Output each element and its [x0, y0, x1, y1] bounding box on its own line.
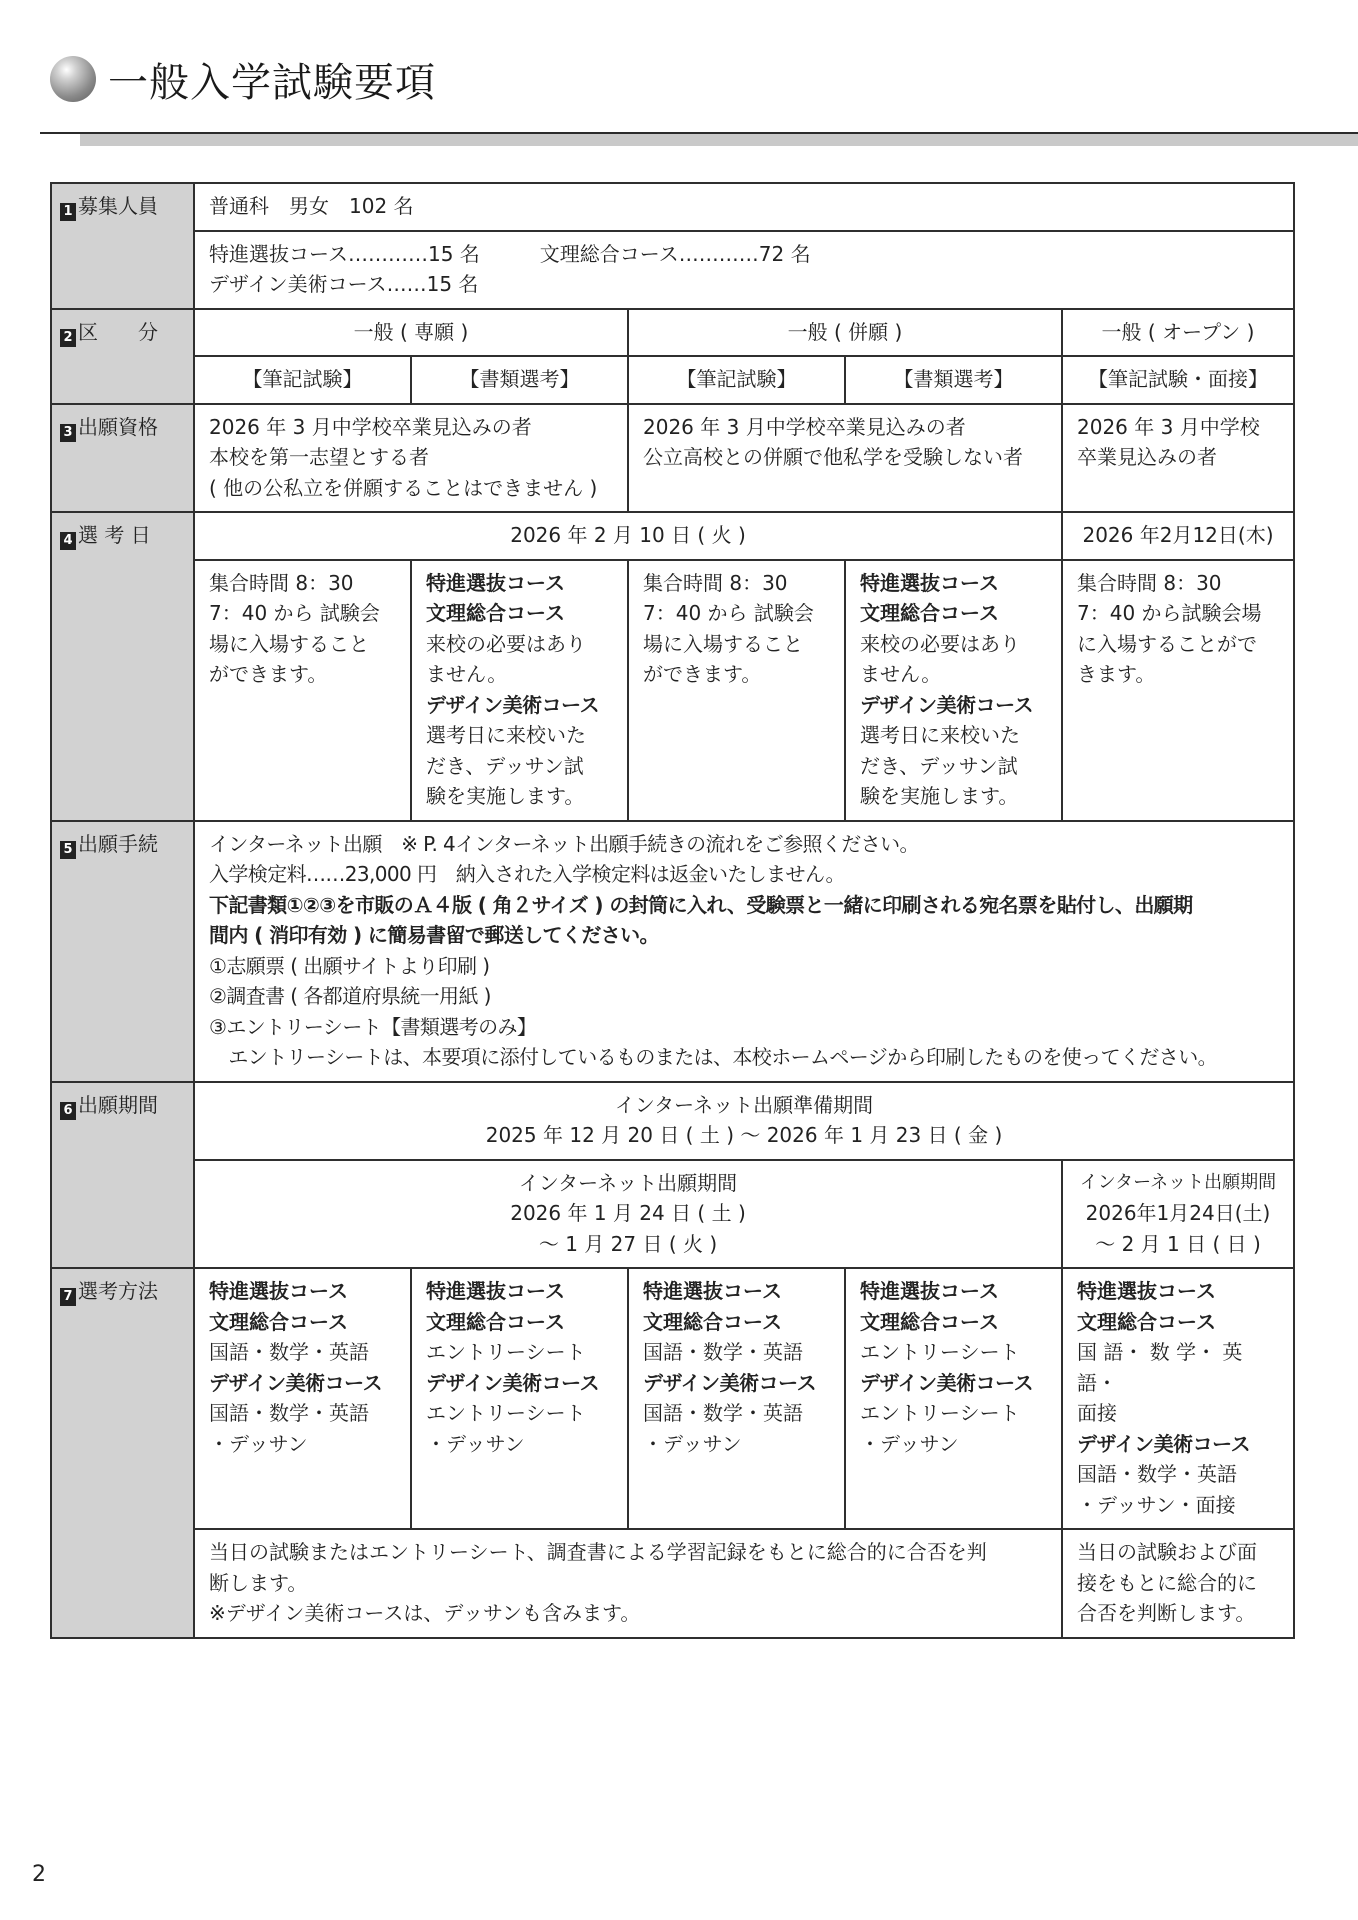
label-eligibility: 3 出願資格	[51, 404, 194, 513]
division-senkan: 一般 ( 専願 )	[194, 309, 628, 357]
row-eligibility	[51, 404, 1294, 513]
label-method: 7 選考方法	[51, 1268, 194, 1638]
row-recruitment-courses	[51, 231, 1294, 309]
page-header	[50, 48, 436, 110]
eligibility-senkan: 2026 年 3 月中学校卒業見込みの者 本校を第一志望とする者 ( 他の公私立を併願することはできません )	[194, 404, 628, 513]
method-heigan-written: 特進選抜コース 文理総合コース 国語・数学・英語 デザイン美術コース 国語・数学・英語 ・デッサン	[628, 1268, 845, 1529]
exam-date-heigan-docs: 特進選抜コース 文理総合コース 来校の必要はあり ません。 デザイン美術コース 選考日に来校いた だき、デッサン試 験を実施します。	[845, 560, 1062, 821]
method-senkan-written: 特進選抜コース 文理総合コース 国語・数学・英語 デザイン美術コース 国語・数学・英語 ・デッサン	[194, 1268, 411, 1529]
row-recruitment	[51, 183, 1294, 231]
page-title: 一般入学試験要項	[108, 59, 436, 106]
number-badge: 4	[60, 532, 76, 550]
label-division: 2 区 分	[51, 309, 194, 404]
division-senkan-docs: 【書類選考】	[411, 356, 628, 404]
exam-date-open-details: 集合時間 8：30 7：40 から試験会場 に入場することがで きます。	[1062, 560, 1294, 821]
bullet-ball-icon	[50, 56, 96, 102]
exam-date-main: 2026 年 2 月 10 日 ( 火 )	[194, 512, 1062, 560]
row-division-sub	[51, 356, 1294, 404]
recruitment-total: 普通科 男女 102 名	[194, 183, 1294, 231]
eligibility-open: 2026 年 3 月中学校 卒業見込みの者	[1062, 404, 1294, 513]
exam-date-senkan-docs: 特進選抜コース 文理総合コース 来校の必要はあり ません。 デザイン美術コース 選考日に来校いた だき、デッサン試 験を実施します。	[411, 560, 628, 821]
row-procedure	[51, 821, 1294, 1082]
label-procedure: 5 出願手続	[51, 821, 194, 1082]
row-method-notes	[51, 1529, 1294, 1638]
eligibility-heigan: 2026 年 3 月中学校卒業見込みの者 公立高校との併願で他私学を受験しない者	[628, 404, 1062, 513]
number-badge: 5	[60, 841, 76, 859]
number-badge: 7	[60, 1288, 76, 1306]
period-open: インターネット出願期間 2026年1月24日(土) 〜 2 月 1 日 ( 日 )	[1062, 1160, 1294, 1269]
method-senkan-docs: 特進選抜コース 文理総合コース エントリーシート デザイン美術コース エントリーシート ・デッサン	[411, 1268, 628, 1529]
number-badge: 1	[60, 203, 76, 221]
label-recruitment: 1 募集人員	[51, 183, 194, 309]
division-senkan-written: 【筆記試験】	[194, 356, 411, 404]
division-open: 一般 ( オープン )	[1062, 309, 1294, 357]
row-division	[51, 309, 1294, 357]
period-main: インターネット出願期間 2026 年 1 月 24 日 ( 土 ) 〜 1 月 27 日 ( 火 )	[194, 1160, 1062, 1269]
division-open-written-interview: 【筆記試験・面接】	[1062, 356, 1294, 404]
period-preparation: インターネット出願準備期間 2025 年 12 月 20 日 ( 土 ) 〜 2026 年 1 月 23 日 ( 金 )	[194, 1082, 1294, 1160]
label-period: 6 出願期間	[51, 1082, 194, 1269]
exam-date-senkan-written: 集合時間 8：30 7：40 から 試験会 場に入場すること ができます。	[194, 560, 411, 821]
exam-date-open: 2026 年2月12日(木)	[1062, 512, 1294, 560]
procedure-text: インターネット出願 ※ P. 4インターネット出願手続きの流れをご参照ください。 入学検定料……23,000 円 納入された入学検定料は返金いたしません。 下記書類①②③を市販のＡ４版 ( 角２サイズ ) の封筒に入れ、受験票と一緒に印刷される宛名票を貼付し、出願期 間内 ( 消印有効 ) に簡易書留で郵送してください。 ①志願票 ( 出願サイトより印刷 ) ②調査書 ( 各都道府県統一用紙 ) ③エントリーシート【書類選考のみ】 エントリーシートは、本要項に添付しているものまたは、本校ホームページから印刷したものを使ってください。	[194, 821, 1294, 1082]
division-heigan-written: 【筆記試験】	[628, 356, 845, 404]
header-shadow-bar	[80, 134, 1358, 146]
row-period	[51, 1082, 1294, 1160]
method-note: 当日の試験またはエントリーシート、調査書による学習記録をもとに総合的に合否を判 断します。 ※デザイン美術コースは、デッサンも含みます。	[194, 1529, 1062, 1638]
label-exam-date: 4 選 考 日	[51, 512, 194, 821]
division-heigan-docs: 【書類選考】	[845, 356, 1062, 404]
method-heigan-docs: 特進選抜コース 文理総合コース エントリーシート デザイン美術コース エントリーシート ・デッサン	[845, 1268, 1062, 1529]
number-badge: 2	[60, 329, 76, 347]
row-exam-date	[51, 512, 1294, 560]
method-open-note: 当日の試験および面 接をもとに総合的に 合否を判断します。	[1062, 1529, 1294, 1638]
row-exam-date-details	[51, 560, 1294, 821]
row-method	[51, 1268, 1294, 1529]
recruitment-courses: 特進選抜コース…………15 名 文理総合コース…………72 名 デザイン美術コース……15 名	[194, 231, 1294, 309]
exam-date-heigan-written: 集合時間 8：30 7：40 から 試験会 場に入場すること ができます。	[628, 560, 845, 821]
row-period-application	[51, 1160, 1294, 1269]
admission-requirements-table	[50, 182, 1295, 1639]
page-number: 2	[32, 1862, 46, 1887]
number-badge: 6	[60, 1102, 76, 1120]
method-open: 特進選抜コース 文理総合コース 国 語・ 数 学・ 英 語・ 面接 デザイン美術コース 国語・数学・英語 ・デッサン・面接	[1062, 1268, 1294, 1529]
division-heigan: 一般 ( 併願 )	[628, 309, 1062, 357]
number-badge: 3	[60, 424, 76, 442]
